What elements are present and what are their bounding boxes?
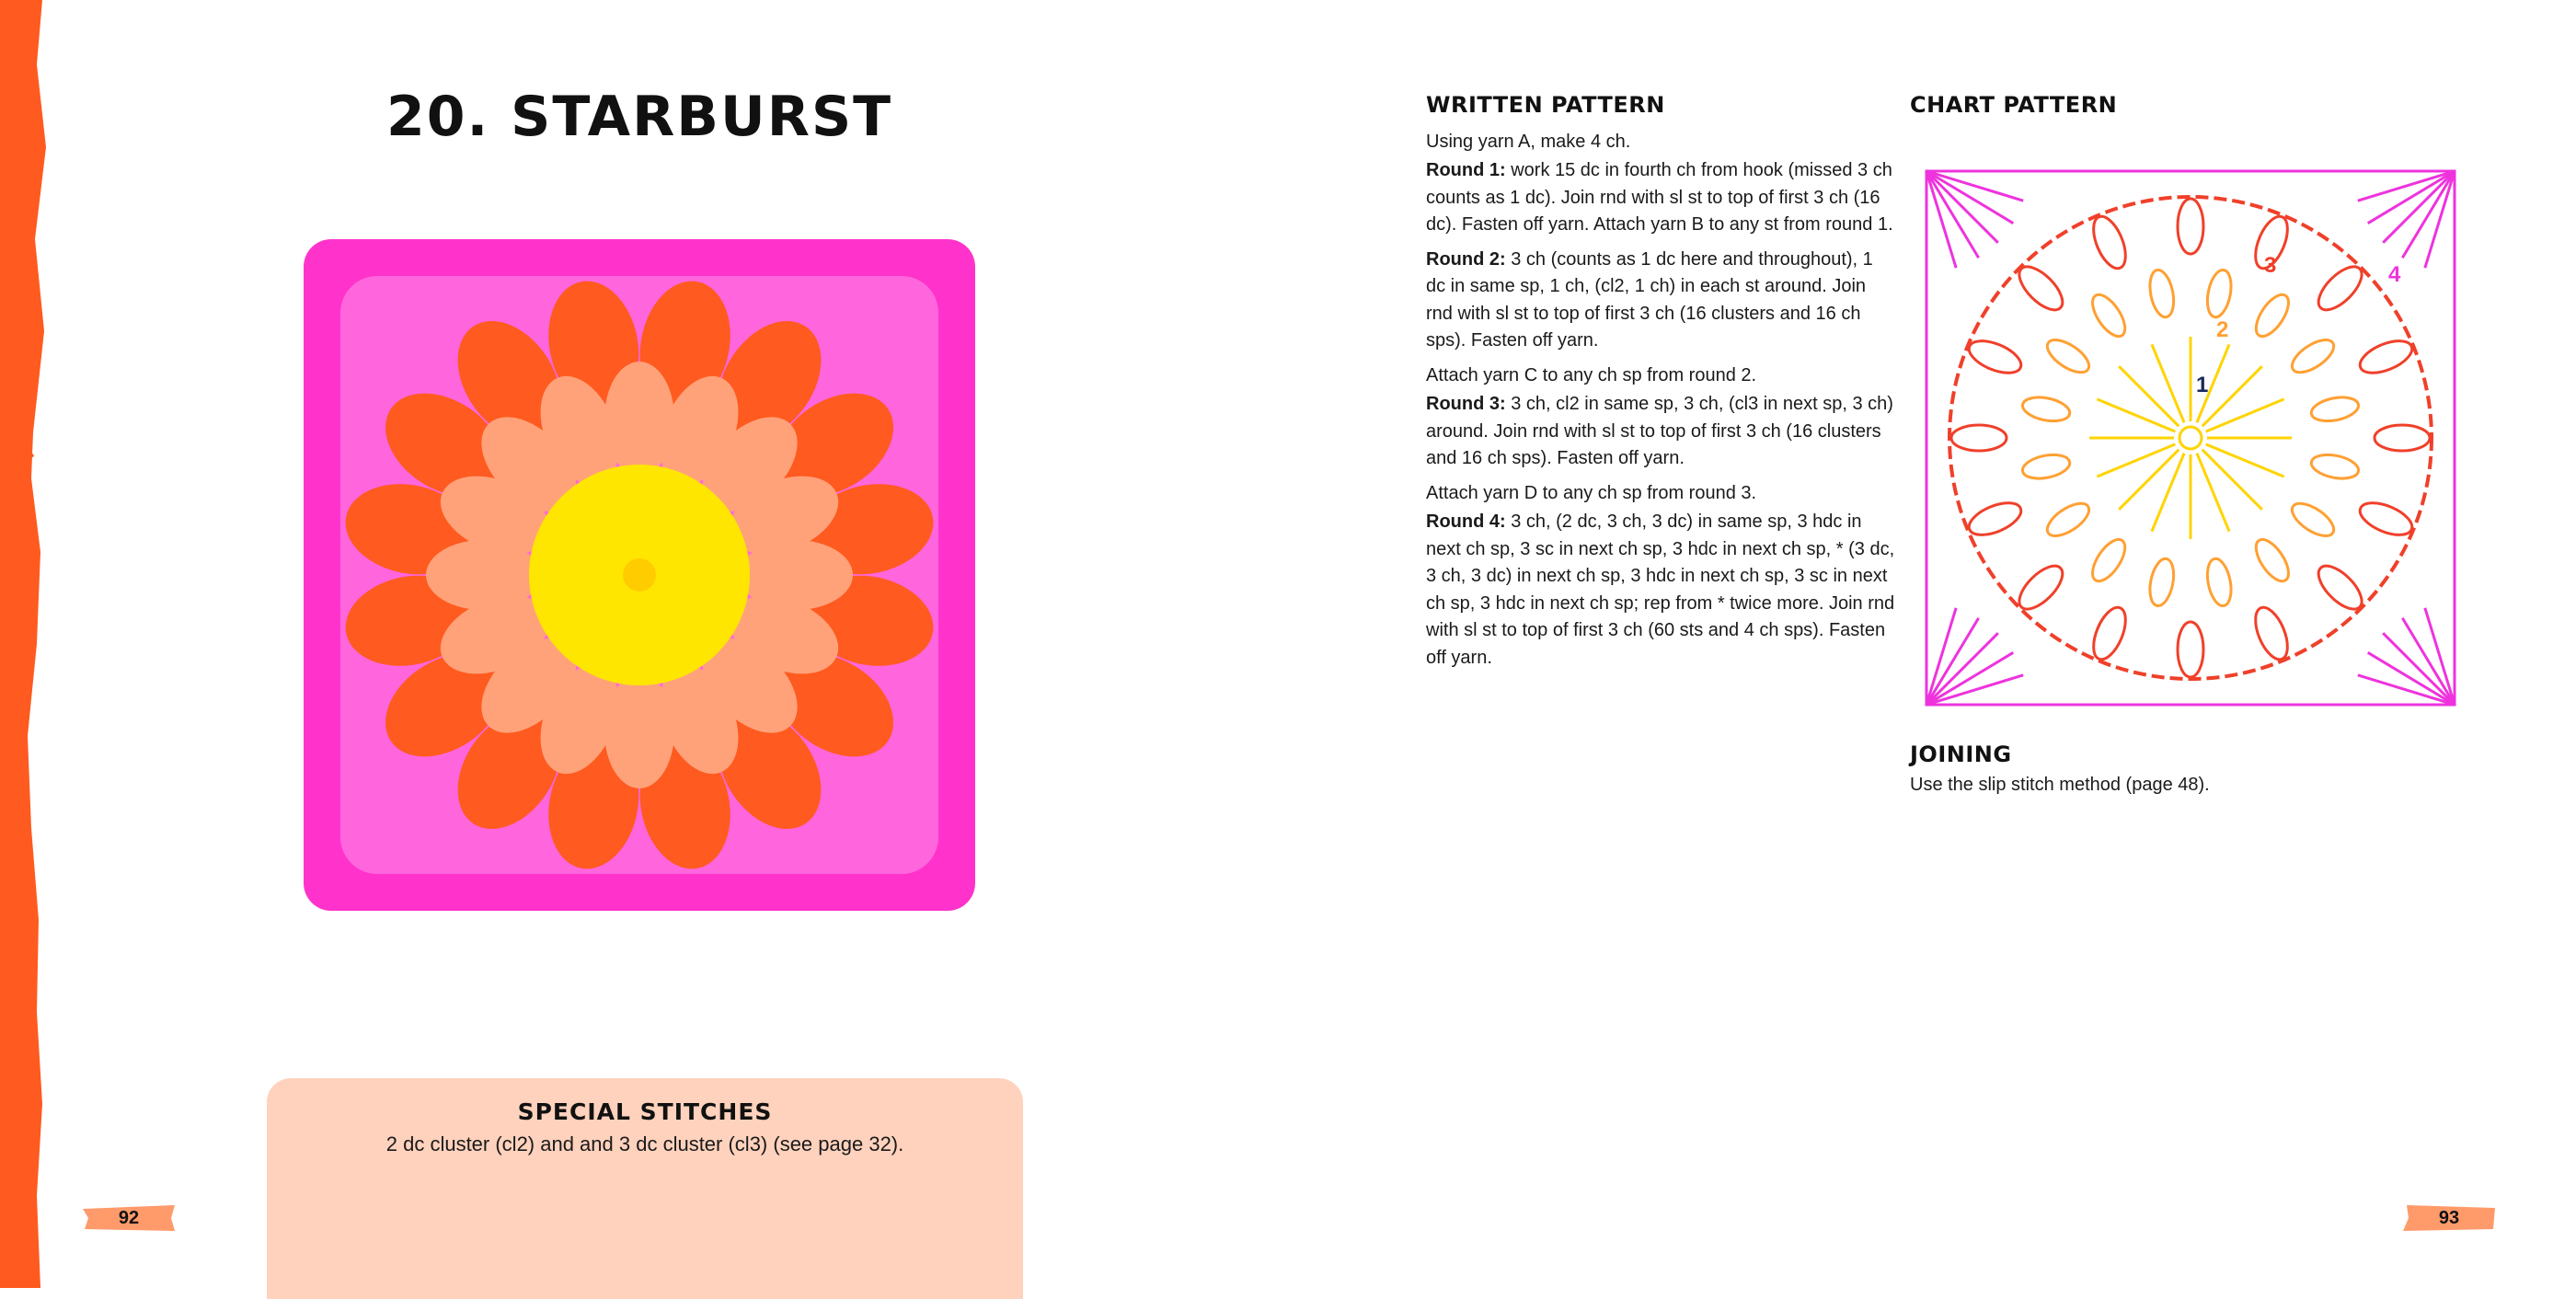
round-1-stitch (2202, 366, 2262, 426)
round-3-cluster (1964, 497, 2025, 542)
round-instructions: Using yarn A, make 4 ch. (1426, 131, 1631, 152)
written-pattern (1426, 92, 1895, 679)
round-3-cluster (2312, 259, 2369, 316)
round-2-cluster (2042, 334, 2095, 379)
round-2-cluster (2020, 394, 2072, 425)
round-2-cluster (2287, 334, 2340, 379)
pattern-paragraph (1426, 247, 1895, 355)
joining-heading: JOINING (1910, 741, 2012, 767)
page-title: 20. STARBURST (386, 85, 893, 149)
round-instructions: Attach yarn C to any ch sp from round 2. (1426, 364, 1757, 385)
round-1-stitch (2206, 399, 2284, 431)
written-pattern-body (1426, 129, 1895, 672)
round-2-cluster (2249, 535, 2294, 587)
pattern-paragraph (1426, 362, 1895, 390)
joining-text: Use the slip stitch method (page 48). (1910, 775, 2210, 795)
round-3-cluster (2087, 603, 2133, 663)
round-1-stitch (2097, 444, 2175, 477)
round-label: Round 3: (1426, 394, 1506, 414)
page-number-right-label: 93 (2438, 1207, 2460, 1228)
pattern-paragraph (1426, 391, 1895, 473)
round-1-stitch (2119, 366, 2179, 426)
round-label-3: 3 (2264, 253, 2277, 278)
round-3-cluster (2012, 559, 2069, 616)
round-2-cluster (2249, 290, 2294, 342)
round-1-stitch (2152, 344, 2184, 422)
round-label-2: 2 (2216, 317, 2229, 342)
pattern-paragraph (1426, 509, 1895, 672)
chart-pattern-heading: CHART PATTERN (1910, 92, 2118, 118)
special-stitches-box (267, 1078, 1023, 1299)
crochet-chart (1919, 164, 2462, 712)
round-label: Round 2: (1426, 248, 1506, 270)
round-1-stitch (2206, 444, 2284, 477)
round-2-cluster (2087, 290, 2132, 342)
round-2-cluster (2309, 394, 2361, 425)
round-3-cluster (2355, 497, 2416, 542)
round-1-stitch (2119, 450, 2179, 510)
round-2-cluster (2042, 497, 2095, 542)
round-instructions: 3 ch (counts as 1 dc here and throughout), 1 dc in same sp, 1 ch, (cl2, 1 ch) in each st around. Join rnd with sl st to top of first 3 ch (16 clusters and 16 ch sps). Fasten off yarn. (1426, 248, 1873, 351)
round-3-cluster (2249, 603, 2294, 663)
round-1-stitch (2097, 399, 2175, 431)
round-1-stitch (2197, 454, 2229, 532)
round-2-cluster (2146, 268, 2178, 319)
round-3-cluster (2312, 559, 2369, 616)
round-instructions: work 15 dc in fourth ch from hook (missed 3 ch counts as 1 dc). Join rnd with sl st to top of first 3 ch (16 dc). Fasten off yarn. Attach yarn B to any st from round 1. (1426, 160, 1893, 235)
round-2-cluster (2203, 268, 2235, 319)
center-dot (623, 558, 656, 592)
round-instructions: Attach yarn D to any ch sp from round 3. (1426, 482, 1757, 503)
crochet-square-photo (248, 184, 1030, 966)
chart-pattern (1910, 92, 2480, 127)
round-3-cluster (2178, 622, 2203, 677)
pattern-paragraph (1426, 157, 1895, 239)
round-instructions: 3 ch, (2 dc, 3 ch, 3 dc) in same sp, 3 hdc in next ch sp, 3 sc in next ch sp, 3 hdc in next ch sp, * (3 dc, 3 ch, 3 dc) in next ch sp, 3 hdc in next ch sp, 3 sc in next ch sp, 3 hdc in next ch sp; rep from * twice more. Join rnd with sl st to top of first 3 ch (60 sts and 4 ch sps). Fasten off yarn. (1426, 512, 1895, 668)
round-3-cluster (1964, 335, 2025, 380)
round-2-cluster (2287, 497, 2340, 542)
page-number-left (83, 1205, 175, 1231)
round-3-cluster (2178, 199, 2203, 254)
starburst-square-image (248, 184, 1030, 966)
round-3-cluster (2012, 259, 2069, 316)
special-stitches-heading: SPECIAL STITCHES (517, 1098, 773, 1125)
round-2-cluster (2203, 557, 2235, 608)
orange-brush-edge (0, 0, 74, 1288)
round-label-1: 1 (2196, 373, 2209, 397)
round-3-cluster (2375, 425, 2430, 451)
round-1-stitch (2152, 454, 2184, 532)
round-3-cluster (1951, 425, 2007, 451)
page-number-right (2403, 1205, 2495, 1231)
round-label-4: 4 (2388, 262, 2401, 287)
round-2-cluster (2146, 557, 2178, 608)
crochet-chart-diagram (1919, 164, 2462, 712)
pattern-paragraph (1426, 480, 1895, 508)
pattern-paragraph (1426, 129, 1895, 156)
written-pattern-heading: WRITTEN PATTERN (1426, 92, 1665, 118)
round-2-cluster (2309, 451, 2361, 482)
round-3-cluster (2355, 335, 2416, 380)
round-label: Round 1: (1426, 160, 1506, 180)
round-2-cluster (2020, 451, 2072, 482)
joining-section (1910, 741, 2480, 796)
round-3-cluster (2087, 212, 2133, 272)
special-stitches-text: 2 dc cluster (cl2) and and 3 dc cluster (cl3) (see page 32). (385, 1132, 904, 1155)
round-2-cluster (2087, 535, 2132, 587)
round-label: Round 4: (1426, 512, 1506, 532)
round-instructions: 3 ch, cl2 in same sp, 3 ch, (cl3 in next sp, 3 ch) around. Join rnd with sl st to top of first 3 ch (16 clusters and 16 ch sps). Fasten off yarn. (1426, 394, 1893, 468)
magic-ring (2179, 427, 2202, 449)
round-1-stitch (2202, 450, 2262, 510)
page-number-left-label: 92 (118, 1207, 140, 1228)
